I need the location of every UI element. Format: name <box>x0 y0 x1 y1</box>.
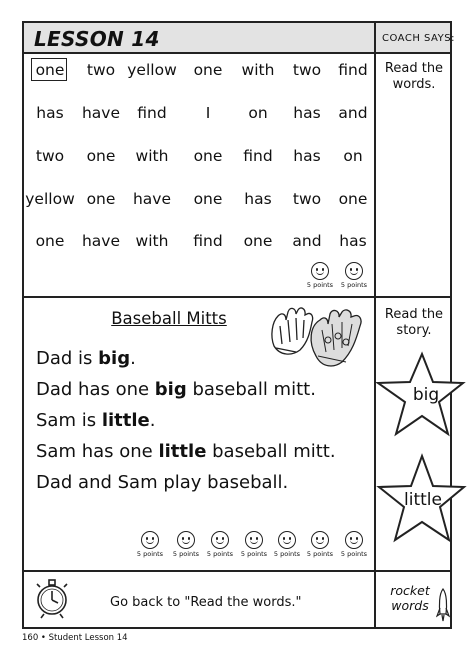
sight-word: have <box>81 104 121 122</box>
sight-word: one <box>243 232 273 250</box>
sight-word: one <box>35 232 65 250</box>
points-smiley <box>168 531 204 558</box>
sight-word: on <box>248 104 268 122</box>
sight-word: with <box>135 147 169 165</box>
coach-says-label: COACH SAYS: <box>382 33 455 44</box>
story-text: . <box>130 348 136 369</box>
sight-word: one <box>193 190 223 208</box>
sight-word: has <box>244 190 272 208</box>
points-smiley <box>236 531 272 558</box>
stopwatch-icon <box>32 575 72 619</box>
sight-word: has <box>293 147 321 165</box>
points-label: 5 points <box>206 550 234 558</box>
sight-word: one <box>86 147 116 165</box>
story-title: Baseball Mitts <box>111 309 227 328</box>
story-bold-word: big <box>98 348 131 369</box>
sight-word: two <box>292 61 322 79</box>
sight-word: has <box>36 104 64 122</box>
smiley-icon <box>311 531 329 549</box>
story-line <box>36 441 336 462</box>
star-word-little: little <box>404 490 442 510</box>
points-smiley <box>302 531 338 558</box>
sight-word: yellow <box>127 61 177 79</box>
points-label: 5 points <box>306 550 334 558</box>
sight-word: two <box>86 61 116 79</box>
sight-word: yellow <box>25 190 75 208</box>
story-text: . <box>149 410 156 431</box>
points-smiley <box>132 531 168 558</box>
sight-word: with <box>241 61 275 79</box>
bottom-divider <box>24 570 450 572</box>
sight-word: has <box>293 104 321 122</box>
smiley-icon <box>278 531 296 549</box>
story-text: baseball mitt. <box>206 441 336 462</box>
sight-word: and <box>292 232 322 250</box>
points-label: 5 points <box>306 281 334 289</box>
story-bold-word: little <box>158 441 207 462</box>
baseball-mitt-icon <box>266 306 372 376</box>
sight-word: has <box>339 232 367 250</box>
sight-word: I <box>205 104 211 122</box>
sight-word: on <box>343 147 363 165</box>
sight-word: find <box>137 104 167 122</box>
sight-word: two <box>292 190 322 208</box>
sight-word: find <box>243 147 273 165</box>
story-text: Dad and Sam play baseball. <box>36 472 289 493</box>
lesson-title: LESSON 14 <box>34 27 160 51</box>
story-text: baseball mitt. <box>186 379 316 400</box>
sight-word: have <box>132 190 172 208</box>
smiley-icon <box>141 531 159 549</box>
story-text: Dad has one <box>36 379 155 400</box>
sight-word: one <box>193 147 223 165</box>
smiley-icon <box>177 531 195 549</box>
points-smiley <box>336 262 372 289</box>
smiley-icon <box>311 262 329 280</box>
sight-word: have <box>81 232 121 250</box>
points-smiley <box>336 531 372 558</box>
coach-read-story: Read the story. <box>384 307 444 338</box>
story-bold-word: big <box>154 379 187 400</box>
story-line <box>36 410 155 431</box>
story-line <box>36 472 288 493</box>
story-text: Dad is <box>36 348 99 369</box>
points-label: 5 points <box>136 550 164 558</box>
page-footer: 160 • Student Lesson 14 <box>22 633 128 643</box>
go-back-note: Go back to "Read the words." <box>110 595 302 610</box>
coach-read-words: Read the words. <box>384 61 444 92</box>
sight-word: one <box>338 190 368 208</box>
sight-word: find <box>338 61 368 79</box>
points-label: 5 points <box>340 550 368 558</box>
smiley-icon <box>245 531 263 549</box>
first-word-box <box>31 58 67 81</box>
points-smiley <box>269 531 305 558</box>
sight-word: one <box>193 61 223 79</box>
story-bold-word: little <box>101 410 150 431</box>
sight-word: find <box>193 232 223 250</box>
rocket-words-label: rocket words <box>390 583 430 613</box>
story-line <box>36 348 136 369</box>
sight-word: with <box>135 232 169 250</box>
points-label: 5 points <box>172 550 200 558</box>
smiley-icon <box>211 531 229 549</box>
points-label: 5 points <box>273 550 301 558</box>
points-label: 5 points <box>240 550 268 558</box>
smiley-icon <box>345 262 363 280</box>
sight-word: one <box>35 61 65 79</box>
star-word-big: big <box>412 385 440 405</box>
section-divider <box>24 296 450 298</box>
sight-word: one <box>86 190 116 208</box>
story-text: Sam is <box>36 410 102 431</box>
points-label: 5 points <box>340 281 368 289</box>
sight-word: and <box>338 104 368 122</box>
smiley-icon <box>345 531 363 549</box>
story-text: Sam has one <box>36 441 159 462</box>
story-line <box>36 379 316 400</box>
rocket-icon <box>436 588 450 622</box>
points-smiley <box>202 531 238 558</box>
sight-word: two <box>35 147 65 165</box>
points-smiley <box>302 262 338 289</box>
